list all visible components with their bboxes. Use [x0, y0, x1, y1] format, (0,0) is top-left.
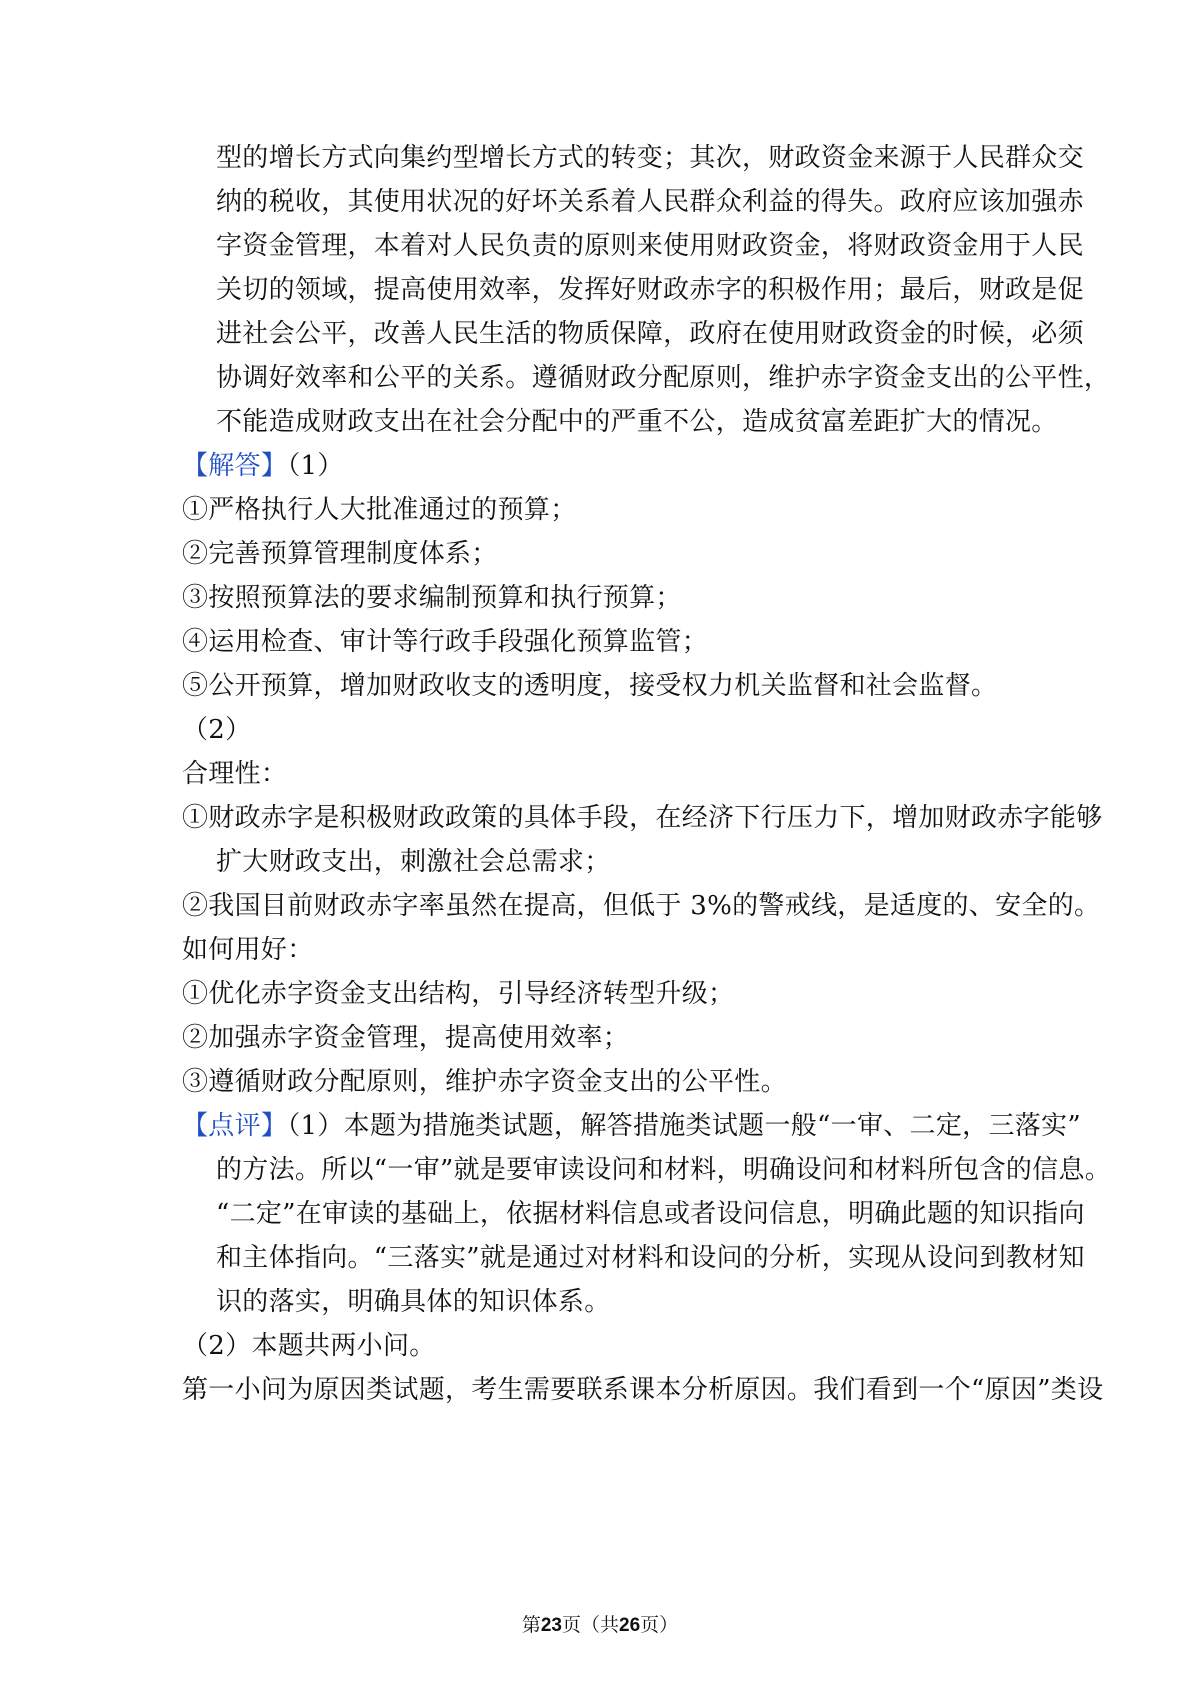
- answer-item: ⑤公开预算，增加财政收支的透明度，接受权力机关监督和社会监督。: [182, 671, 998, 701]
- analysis-line: 协调好效率和公平的关系。遵循财政分配原则，维护赤字资金支出的公平性，: [216, 363, 1111, 393]
- footer-total-pages: 26: [619, 1615, 641, 1636]
- answer-item: ②完善预算管理制度体系；: [182, 539, 498, 569]
- answer-item: ④运用检查、审计等行政手段强化预算监管；: [182, 627, 709, 657]
- analysis-line: 进社会公平，改善人民生活的物质保障，政府在使用财政资金的时候，必须: [216, 319, 1084, 349]
- reasonable-item-continued: 扩大财政支出，刺激社会总需求；: [216, 847, 611, 877]
- comment-line: 的方法。所以“一审”就是要审读设问和材料，明确设问和材料所包含的信息。: [216, 1155, 1112, 1185]
- comment-heading: [182, 1109, 1081, 1143]
- answer-tag: 【解答】: [182, 451, 288, 481]
- answer-part1-label: （1）: [287, 451, 344, 481]
- reasonable-item: ①财政赤字是积极财政政策的具体手段，在经济下行压力下，增加财政赤字能够: [182, 803, 1103, 833]
- comment-part2-line: （2）本题共两小问。: [182, 1331, 436, 1361]
- answer-part2-label: （2）: [182, 715, 252, 745]
- comment-first-line: （1）本题为措施类试题，解答措施类试题一般“一审、二定，三落实”: [287, 1111, 1081, 1141]
- howto-item: ①优化赤字资金支出结构，引导经济转型升级；: [182, 979, 735, 1009]
- howto-item: ②加强赤字资金管理，提高使用效率；: [182, 1023, 630, 1053]
- reasonable-heading: 合理性：: [182, 759, 288, 789]
- answer-item: ③按照预算法的要求编制预算和执行预算；: [182, 583, 682, 613]
- footer-prefix: 第: [521, 1614, 541, 1636]
- reasonable-item: ②我国目前财政赤字率虽然在提高，但低于 3%的警戒线，是适度的、安全的。: [182, 891, 1101, 921]
- howto-heading: 如何用好：: [182, 935, 314, 965]
- answer-heading: [182, 449, 344, 483]
- comment-last-line: 第一小问为原因类试题，考生需要联系课本分析原因。我们看到一个“原因”类设: [182, 1375, 1104, 1405]
- footer-suffix: 页）: [640, 1614, 679, 1636]
- comment-line: “二定”在审读的基础上，依据材料信息或者设问信息，明确此题的知识指向: [216, 1199, 1085, 1229]
- analysis-line: 字资金管理，本着对人民负责的原则来使用财政资金，将财政资金用于人民: [216, 231, 1084, 261]
- analysis-line: 型的增长方式向集约型增长方式的转变；其次，财政资金来源于人民群众交: [216, 143, 1084, 173]
- howto-item: ③遵循财政分配原则，维护赤字资金支出的公平性。: [182, 1067, 787, 1097]
- analysis-line: 纳的税收，其使用状况的好坏关系着人民群众利益的得失。政府应该加强赤: [216, 187, 1084, 217]
- comment-line: 识的落实，明确具体的知识体系。: [216, 1287, 611, 1317]
- analysis-line: 不能造成财政支出在社会分配中的严重不公，造成贫富差距扩大的情况。: [216, 407, 1058, 437]
- comment-tag: 【点评】: [182, 1111, 288, 1141]
- footer-page-number: 23: [540, 1615, 562, 1636]
- answer-item: ①严格执行人大批准通过的预算；: [182, 495, 577, 525]
- comment-line: 和主体指向。“三落实”就是通过对材料和设问的分析，实现从设问到教材知: [216, 1243, 1085, 1273]
- footer-middle: 页（共: [561, 1614, 619, 1636]
- analysis-line: 关切的领域，提高使用效率，发挥好财政赤字的积极作用；最后，财政是促: [216, 275, 1084, 305]
- page-footer: [0, 1612, 1200, 1639]
